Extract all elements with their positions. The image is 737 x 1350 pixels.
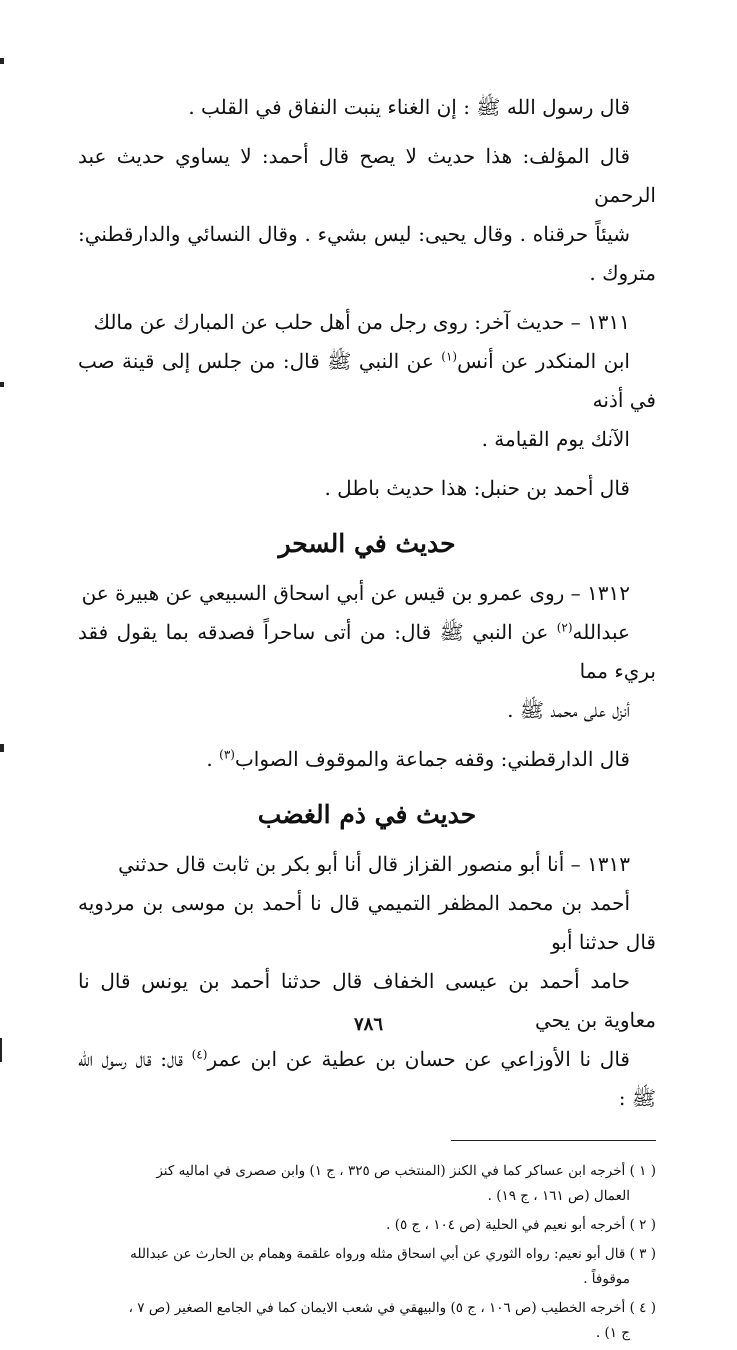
hadith-1311-text-b: عن النبي ﷺ قال: من جلس إلى قينة صب في أذنه bbox=[78, 349, 656, 412]
heading-hadith-on-magic: حديث في السحر bbox=[278, 529, 456, 558]
paragraph-1: قال رسول الله ﷺ : إن الغناء ينبت النفاق في القلب . bbox=[188, 95, 630, 119]
footnote-3-line-2: موقوفاً . bbox=[583, 1271, 630, 1287]
paragraph-2 bbox=[78, 137, 656, 293]
hadith-1313-line-1: ١٣١٣ – أنا أبو منصور القزاز قال أنا أبو بكر بن ثابت قال حدثني bbox=[118, 852, 630, 876]
hadith-1313-line-3: حامد أحمد بن عيسى الخفاف قال حدثنا أحمد بن يونس قال نا معاوية بن يحي bbox=[78, 969, 656, 1032]
paragraph-4: قال أحمد بن حنبل: هذا حديث باطل . bbox=[324, 476, 630, 500]
hadith-1313-line-4 bbox=[78, 1040, 656, 1118]
footnote-1-number: ( ١ ) bbox=[629, 1163, 656, 1179]
hadith-1313-line-2: أحمد بن محمد المظفر التميمي قال نا أحمد بن موسى بن مردويه قال حدثنا أبو bbox=[78, 891, 656, 954]
heading-hadith-on-anger: حديث في ذم الغضب bbox=[257, 800, 477, 829]
paragraph-hadith-1313 bbox=[78, 845, 656, 1118]
paragraph-2-line-2: شيئاً حرقناه . وقال يحيى: ليس بشيء . وقال النسائي والدارقطني: متروك . bbox=[78, 222, 656, 285]
paragraph-2-line-1: قال المؤلف: هذا حديث لا يصح قال أحمد: لا يساوي حديث عبد الرحمن bbox=[78, 144, 656, 207]
scan-edge-mark-lower bbox=[0, 744, 4, 752]
hadith-1311-line-2 bbox=[78, 342, 656, 420]
footnote-3 bbox=[78, 1242, 656, 1292]
footnote-4-number: ( ٤ ) bbox=[629, 1300, 656, 1316]
hadith-1312-text-a: عبدالله bbox=[572, 620, 630, 644]
hadith-1313-text-a: قال نا الأوزاعي عن حسان بن عطية عن ابن عمر bbox=[207, 1047, 630, 1071]
hadith-1313-text-b: قال: قال رسول الله ﷺ : bbox=[78, 1047, 656, 1110]
footnote-divider bbox=[451, 1140, 656, 1141]
footnote-ref-2: (٢) bbox=[556, 620, 573, 635]
paragraph-hadith-1312 bbox=[78, 574, 656, 730]
footnote-4 bbox=[78, 1296, 656, 1346]
footnote-ref-3: (٣) bbox=[219, 747, 235, 762]
footnote-ref-4: (٤) bbox=[191, 1047, 208, 1062]
footnote-3-line-1: قال أبو نعيم: رواه الثوري عن أبي اسحاق مثله ورواه علقمة وهمام بن الحارث عن عبدالله bbox=[130, 1246, 626, 1262]
footnotes bbox=[78, 1159, 656, 1346]
daraqutni-text: قال الدارقطني: وقفه جماعة والموقوف الصواب bbox=[234, 747, 630, 771]
hadith-1311-line-1: ١٣١١ – حديث آخر: روى رجل من أهل حلب عن المبارك عن مالك bbox=[93, 310, 630, 334]
scan-edge-mark-bottom bbox=[0, 1038, 2, 1062]
hadith-1311-line-3: الآنك يوم القيامة . bbox=[481, 427, 630, 451]
hadith-1311-text-a: ابن المنكدر عن أنس bbox=[457, 349, 630, 373]
daraqutni-end: . bbox=[206, 747, 220, 771]
footnote-2-number: ( ٢ ) bbox=[629, 1217, 656, 1233]
footnote-4-line-2: ج ١) . bbox=[595, 1325, 630, 1341]
footnote-1 bbox=[78, 1159, 656, 1209]
footnote-3-number: ( ٣ ) bbox=[629, 1246, 656, 1262]
hadith-1312-line-1: ١٣١٢ – روى عمرو بن قيس عن أبي اسحاق السبيعي عن هبيرة عن bbox=[81, 581, 630, 605]
footnote-ref-1: (١) bbox=[441, 349, 458, 364]
page-number: ٧٨٦ bbox=[353, 1014, 383, 1035]
hadith-1312-line-2 bbox=[78, 613, 656, 691]
paragraph-hadith-1311 bbox=[78, 303, 656, 459]
footnote-2-line-1: أخرجه أبو نعيم في الحلية (ص ١٠٤ ، ج ٥) . bbox=[386, 1217, 626, 1233]
footnote-1-line-1: أخرجه ابن عساكر كما في الكنز (المنتخب ص ٣٢٥ ، ج ١) وابن صصرى في اماليه كنز bbox=[156, 1163, 626, 1179]
scan-edge-mark-top bbox=[0, 58, 4, 64]
paragraph-daraqutni bbox=[78, 740, 656, 779]
hadith-1312-text-b: عن النبي ﷺ قال: من أتى ساحراً فصدقه بما يقول فقد بريء مما bbox=[78, 620, 656, 683]
book-page bbox=[78, 88, 656, 1350]
footnote-1-line-2: العمال (ص ١٦١ ، ج ١٩) . bbox=[487, 1188, 630, 1204]
footnote-2 bbox=[78, 1213, 656, 1238]
footnote-4-line-1: أخرجه الخطيب (ص ١٠٦ ، ج ٥) والبيهقي في شعب الايمان كما في الجامع الصغير (ص ٧ ، bbox=[128, 1300, 626, 1316]
scan-edge-mark-middle bbox=[0, 382, 4, 387]
hadith-1312-line-3: أنزل على محمد ﷺ . bbox=[507, 698, 630, 722]
